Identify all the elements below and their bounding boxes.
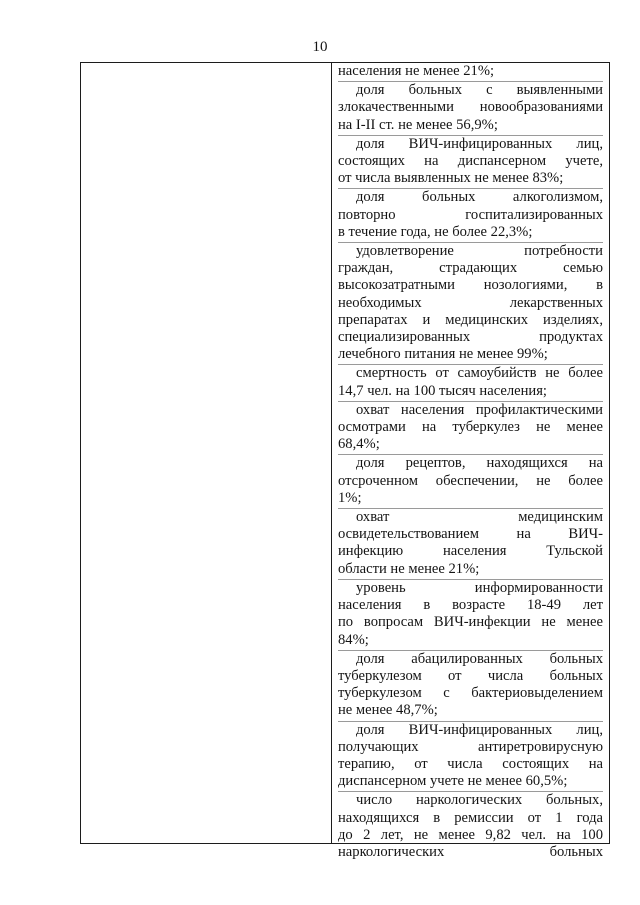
entry-line: доля больных алкоголизмом,	[356, 189, 603, 206]
entry-line: получающих антиретровирусную	[338, 738, 603, 755]
table-entry	[338, 580, 603, 651]
entry-line: состоящих на диспансерном учете,	[338, 153, 603, 170]
entry-line: не менее 48,7%;	[338, 702, 438, 719]
entry-line: граждан, страдающих семью	[338, 260, 603, 277]
entry-line: специализированных продуктах	[338, 329, 603, 346]
table-entry	[338, 402, 603, 456]
table-entry	[338, 82, 603, 136]
table-entry	[338, 455, 603, 509]
entry-line: терапию, от числа состоящих на	[338, 755, 603, 772]
entry-line: инфекцию населения Тульской	[338, 543, 603, 560]
entry-line: осмотрами на туберкулез не менее	[338, 419, 603, 436]
page-number: 10	[312, 39, 328, 55]
entry-line: злокачественными новообразованиями	[338, 99, 603, 116]
entry-line: находящихся в ремиссии от 1 года	[338, 809, 603, 826]
indicators-table	[80, 62, 610, 860]
entry-line: туберкулезом от числа больных	[338, 667, 603, 684]
entry-line: по вопросам ВИЧ-инфекции не менее	[338, 614, 603, 631]
entry-line: доля абацилированных больных	[356, 650, 603, 667]
entry-line: доля больных с выявленными	[356, 82, 603, 99]
entry-line: уровень информированности	[356, 579, 603, 596]
table-right-column	[332, 63, 609, 860]
table-entry	[338, 509, 603, 580]
table-entry	[338, 792, 603, 862]
entry-line: наркологических больных	[338, 843, 603, 860]
entry-line: диспансерном учете не менее 60,5%;	[338, 773, 568, 790]
entry-line: необходимых лекарственных	[338, 294, 603, 311]
entry-line: повторно госпитализированных	[338, 206, 603, 223]
entry-line: населения не менее 21%;	[338, 63, 495, 79]
entry-line: препаратах и медицинских изделиях,	[338, 311, 603, 328]
entry-line: доля ВИЧ-инфицированных лиц,	[356, 721, 603, 738]
table-left-column	[81, 63, 332, 843]
entry-line: лечебного питания не менее 99%;	[338, 346, 548, 363]
entry-line: 68,4%;	[338, 436, 380, 453]
entry-line: освидетельствованием на ВИЧ-	[338, 526, 603, 543]
entry-line: доля ВИЧ-инфицированных лиц,	[356, 135, 603, 152]
table-entry	[338, 722, 603, 793]
entry-line: на I-II ст. не менее 56,9%;	[338, 116, 498, 133]
entry-line: области не менее 21%;	[338, 560, 480, 577]
entry-line: число наркологических больных,	[356, 792, 603, 809]
entry-line: до 2 лет, не менее 9,82 чел. на 100	[338, 826, 603, 843]
table-entry	[338, 63, 603, 82]
entry-line: удовлетворение потребности	[356, 243, 603, 260]
entry-line: от числа выявленных не менее 83%;	[338, 170, 564, 187]
entry-line: 14,7 чел. на 100 тысяч населения;	[338, 382, 547, 399]
table-entry	[338, 365, 603, 401]
entry-line: доля рецептов, находящихся на	[356, 455, 603, 472]
entry-line: смертность от самоубийств не более	[356, 365, 603, 382]
entry-line: 84%;	[338, 631, 369, 648]
table-entry	[338, 189, 603, 243]
entry-line: туберкулезом с бактериовыделением	[338, 685, 603, 702]
entry-line: охват медицинским	[356, 509, 603, 526]
entry-line: 1%;	[338, 489, 362, 506]
entry-line: населения в возрасте 18-49 лет	[338, 597, 603, 614]
table-entry	[338, 243, 603, 365]
entry-line: высокозатратными нозологиями, в	[338, 277, 603, 294]
entry-line: отсроченном обеспечении, не более	[338, 472, 603, 489]
table-entry	[338, 136, 603, 190]
entry-line: в течение года, не более 22,3%;	[338, 223, 533, 240]
table-entry	[338, 651, 603, 722]
entry-line: охват населения профилактическими	[356, 401, 603, 418]
